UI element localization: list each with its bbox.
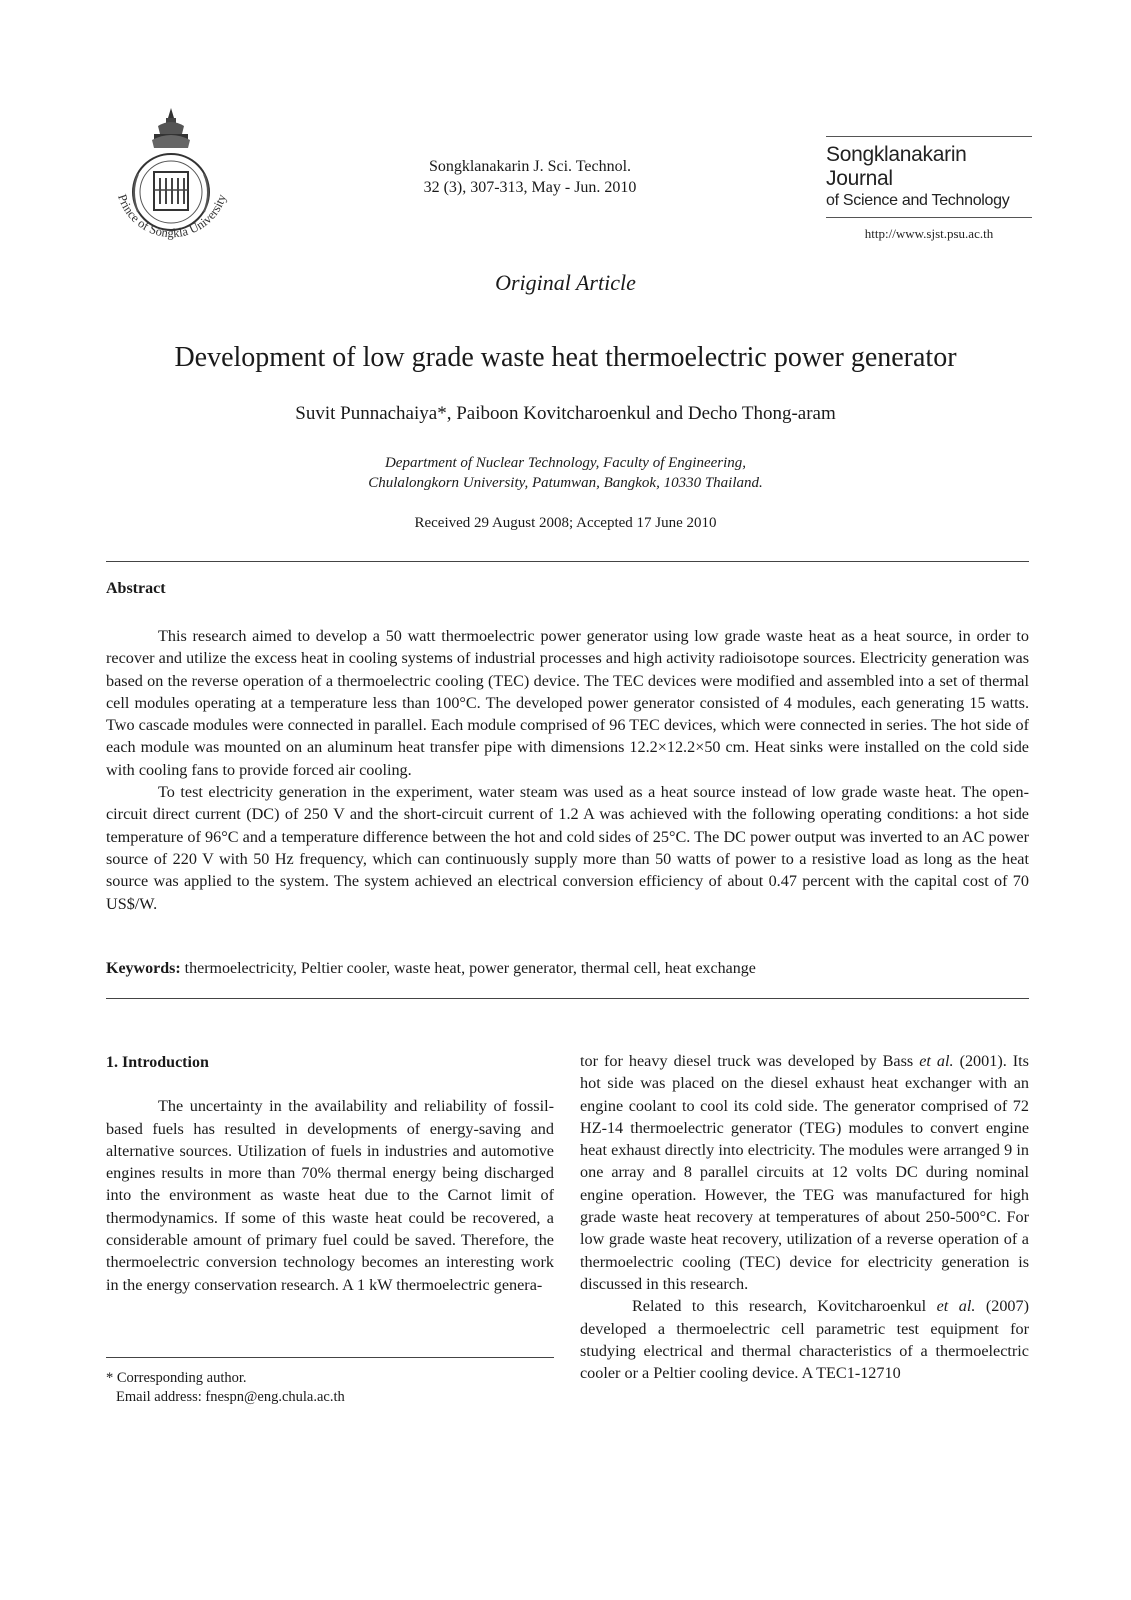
body-left-column bbox=[106, 1052, 554, 1296]
abstract-paragraph: To test electricity generation in the experiment, water steam was used as a heat source instead of low grade waste heat. The open-circuit direct current (DC) of 250 V and the short-circuit current of 1.2 A was achieved with the following operating conditions: a hot side temperature of 96°C and a temperature difference between the hot and cold sides of 25°C. The DC power output was inverted to an AC power source of 220 V with 50 Hz frequency, which can continuously supply more than 50 watts of power to a resistive load as long as the heat source was applied to the system. The system achieved an electrical conversion efficiency of about 0.47 percent with the capital cost of 70 US$/W. bbox=[106, 783, 1029, 913]
body-paragraph: Related to this research, Kovitcharoenkul et al. (2007) developed a thermoelectric cell parametric test equipment for studying electrical and thermal characteristics of a thermoelectric cooler or a Peltier cooling device. A TEC1-12710 bbox=[580, 1297, 1030, 1383]
article-type: Original Article bbox=[495, 270, 636, 295]
body-paragraph: tor for heavy diesel truck was developed by Bass et al. (2001). Its hot side was placed on the diesel exhaust heat exchanger with an engine coolant to cool its cold side. The generator comprised of 72 HZ-14 thermoelectric generator (TEG) modules to convert engine heat exhaust directly into electricity. The modules were arranged 9 in one array and 8 parallel circuits at 12 volts DC during nominal engine operation. However, the TEG was manufactured for high grade waste heat recovery at temperatures of about 250-500°C. For low grade waste heat recovery, utilization of a reverse operation of a thermoelectric cooling (TEC) device for electricity generation is discussed in this research. bbox=[580, 1052, 1029, 1293]
received-accepted-dates: Received 29 August 2008; Accepted 17 June 2010 bbox=[414, 515, 717, 531]
affiliation-line: Chulalongkorn University, Patumwan, Bangkok, 10330 Thailand. bbox=[368, 475, 763, 491]
brand-subtitle: of Science and Technology bbox=[826, 192, 1010, 209]
svg-text:Prince of Songkla University: Prince of Songkla University bbox=[115, 192, 229, 241]
brand-top-rule bbox=[826, 136, 1032, 137]
body-right-column bbox=[580, 1050, 1029, 1384]
article-title: Development of low grade waste heat thermoelectric power generator bbox=[174, 342, 957, 373]
affiliation-line: Department of Nuclear Technology, Faculty of Engineering, bbox=[384, 455, 747, 471]
divider-rule bbox=[106, 998, 1029, 999]
brand-bottom-rule bbox=[826, 217, 1032, 218]
article-authors: Suvit Punnachaiya*, Paiboon Kovitcharoenkul and Decho Thong-aram bbox=[295, 403, 836, 424]
keywords-list: thermoelectricity, Peltier cooler, waste heat, power generator, thermal cell, heat exchange bbox=[180, 960, 756, 977]
keywords-label: Keywords: bbox=[106, 960, 181, 977]
brand-url-link[interactable]: http://www.sjst.psu.ac.th bbox=[864, 226, 994, 241]
divider-rule bbox=[106, 561, 1029, 562]
author-affiliation bbox=[0, 453, 1131, 493]
university-seal-logo bbox=[108, 104, 234, 254]
et-al: et al. bbox=[936, 1297, 976, 1316]
footnote-email: Email address: fnespn@eng.chula.ac.th bbox=[116, 1389, 345, 1405]
body-paragraph: The uncertainty in the availability and reliability of fossil-based fuels has resulted in developments of energy-saving and alternative sources. Utilization of fuels in industries and automotive engines results in more than 70% thermal energy being discharged into the environment as waste heat due to the Carnot limit of thermodynamics. If some of this waste heat could be recovered, a considerable amount of primary fuel could be saved. Therefore, the thermoelectric conversion technology becomes an interesting work in the energy conservation research. A 1 kW thermoelectric genera- bbox=[106, 1097, 554, 1294]
abstract-heading: Abstract bbox=[106, 580, 166, 597]
abstract-body bbox=[106, 625, 1029, 915]
journal-volume-pages: 32 (3), 307-313, May - Jun. 2010 bbox=[423, 179, 637, 196]
abstract-paragraph: This research aimed to develop a 50 watt thermoelectric power generator using low grade waste heat as a heat source, in order to recover and utilize the excess heat in cooling systems of industrial processes and high activity radioisotope sources. Electricity generation was based on the reverse operation of a thermoelectric cooling (TEC) device. The TEC devices were modified and assembled into a set of thermal cell modules operating at a temperature less than 100°C. The developed power generator consisted of 4 modules, each generating 15 watts. Two cascade modules were connected in parallel. Each module comprised of 96 TEC devices, which were connected in series. The hot side of each module was mounted on an aluminum heat transfer pipe with dimensions 12.2×12.2×50 cm. Heat sinks were installed on the cold side with cooling fans to provide forced air cooling. bbox=[106, 627, 1029, 779]
journal-citation bbox=[380, 156, 680, 198]
footnote-corresponding: * Corresponding author. bbox=[106, 1370, 247, 1386]
footnote bbox=[106, 1369, 554, 1407]
brand-title: Songklanakarin Journal bbox=[826, 143, 967, 190]
et-al: et al. bbox=[919, 1052, 954, 1070]
keywords bbox=[106, 960, 1029, 978]
section-heading: 1. Introduction bbox=[106, 1054, 209, 1071]
journal-brand bbox=[826, 136, 1032, 242]
footnote-rule bbox=[106, 1357, 554, 1358]
journal-name: Songklanakarin J. Sci. Technol. bbox=[428, 158, 632, 175]
